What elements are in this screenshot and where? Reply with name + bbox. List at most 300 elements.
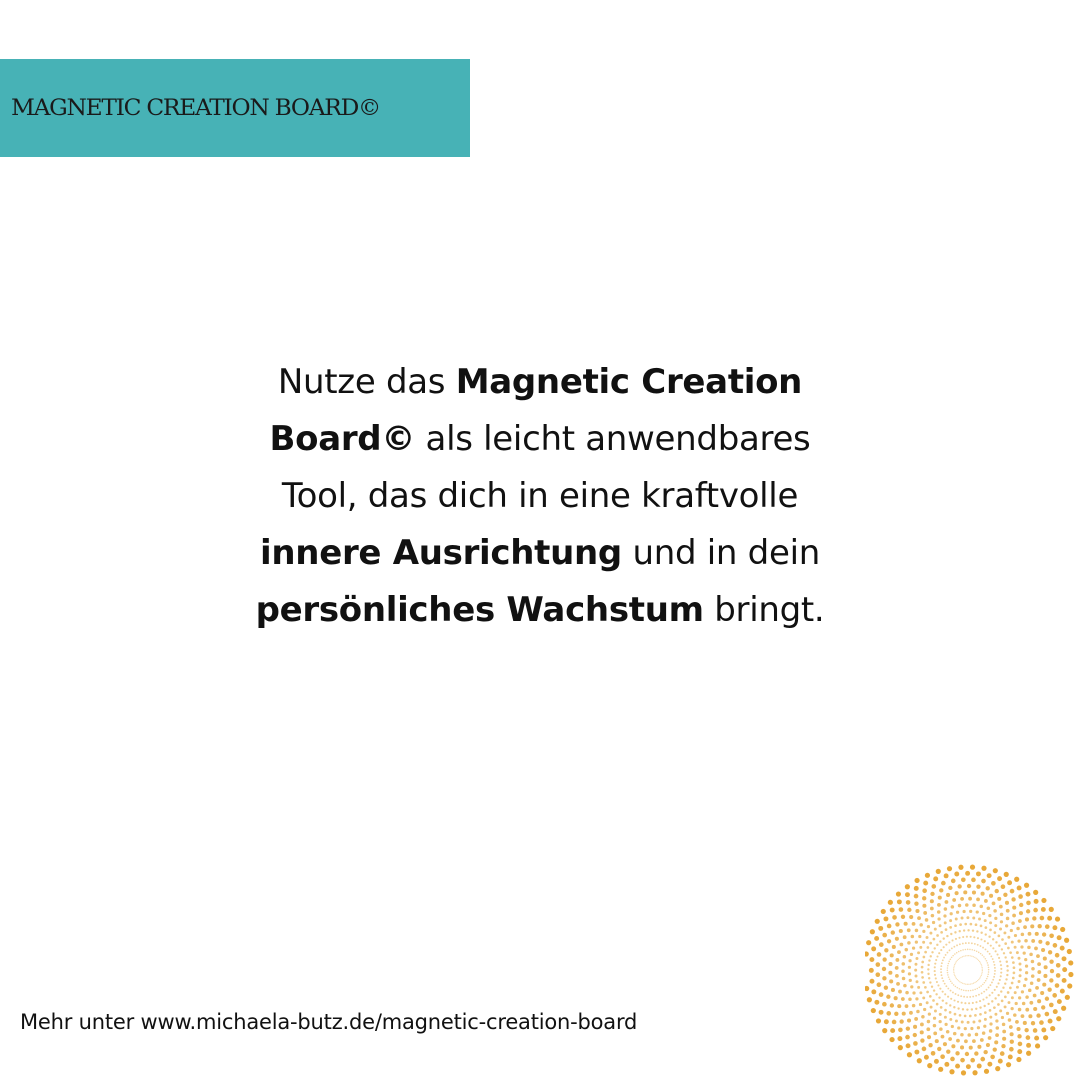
spiral-dot bbox=[945, 954, 947, 956]
spiral-dot bbox=[1028, 932, 1032, 936]
spiral-dot bbox=[1033, 890, 1038, 895]
spiral-dot bbox=[980, 945, 982, 947]
spiral-dot bbox=[957, 1007, 959, 1009]
spiral-dot bbox=[980, 962, 981, 963]
spiral-dot bbox=[912, 991, 915, 994]
spiral-dot bbox=[895, 937, 899, 941]
spiral-dot bbox=[948, 961, 950, 963]
spiral-dot bbox=[922, 1047, 927, 1052]
spiral-dot bbox=[959, 958, 960, 959]
spiral-dot bbox=[1029, 1001, 1033, 1005]
spiral-dot bbox=[1038, 924, 1042, 928]
spiral-dot bbox=[891, 930, 895, 934]
spiral-dot bbox=[941, 1035, 945, 1039]
main-message bbox=[200, 354, 880, 639]
spiral-dot bbox=[948, 976, 950, 978]
spiral-dot bbox=[967, 1033, 971, 1037]
spiral-dot bbox=[902, 962, 906, 966]
spiral-dot bbox=[967, 929, 969, 931]
spiral-dot bbox=[1026, 892, 1031, 897]
spiral-dot bbox=[970, 990, 972, 992]
spiral-dot bbox=[1006, 961, 1008, 963]
spiral-dot bbox=[1041, 1028, 1046, 1033]
spiral-dot bbox=[976, 981, 977, 982]
spiral-dot bbox=[967, 984, 968, 985]
spiral-dot bbox=[879, 942, 884, 947]
spiral-dot bbox=[998, 1059, 1003, 1064]
spiral-dot bbox=[909, 915, 913, 919]
spiral-dot bbox=[927, 1035, 931, 1039]
spiral-dot bbox=[1001, 1044, 1005, 1048]
spiral-dot bbox=[953, 1032, 957, 1036]
spiral-dot bbox=[986, 989, 988, 991]
spiral-dot bbox=[1019, 963, 1022, 966]
spiral-dot bbox=[979, 961, 980, 962]
spiral-dot bbox=[897, 1036, 902, 1041]
spiral-dot bbox=[897, 899, 902, 904]
spiral-dot bbox=[932, 921, 935, 924]
spiral-dot bbox=[915, 909, 919, 913]
spiral-dot bbox=[954, 1013, 957, 1016]
spiral-dot bbox=[980, 1057, 985, 1062]
spiral-dot bbox=[939, 1013, 942, 1016]
spiral-dot bbox=[983, 1025, 986, 1028]
spiral-dot bbox=[1065, 995, 1070, 1000]
spiral-dot bbox=[907, 928, 911, 932]
spiral-dot bbox=[927, 1020, 931, 1024]
spiral-dot bbox=[965, 984, 966, 985]
spiral-dot bbox=[968, 955, 969, 956]
spiral-dot bbox=[909, 1011, 913, 1015]
spiral-dot bbox=[982, 968, 983, 969]
spiral-dot bbox=[981, 992, 983, 994]
spiral-dot bbox=[889, 1037, 894, 1042]
spiral-dot bbox=[924, 986, 927, 989]
spiral-dot bbox=[949, 1011, 952, 1014]
spiral-dot bbox=[999, 905, 1003, 909]
spiral-dot bbox=[1056, 963, 1061, 968]
spiral-dot bbox=[1013, 966, 1016, 969]
spiral-dot bbox=[987, 1062, 992, 1067]
spiral-dot bbox=[1044, 965, 1048, 969]
spiral-dot bbox=[907, 941, 911, 945]
spiral-dot bbox=[994, 973, 996, 975]
spiral-dot bbox=[1045, 1012, 1050, 1017]
spiral-dot bbox=[992, 901, 996, 905]
spiral-dot bbox=[933, 938, 936, 941]
spiral-dot bbox=[1053, 1009, 1058, 1014]
spiral-dot bbox=[988, 967, 990, 969]
spiral-dot bbox=[869, 957, 874, 962]
spiral-dot bbox=[1020, 945, 1023, 948]
spiral-dot bbox=[928, 977, 930, 979]
spiral-dot bbox=[982, 947, 984, 949]
spiral-dot bbox=[957, 960, 958, 961]
spiral-dot bbox=[985, 980, 987, 982]
spiral-dot bbox=[970, 983, 971, 984]
spiral-dot bbox=[1010, 929, 1013, 932]
spiral-dot bbox=[942, 980, 944, 982]
spiral-dot bbox=[1041, 948, 1045, 952]
spiral-dot bbox=[984, 1011, 987, 1014]
spiral-dot bbox=[1026, 1035, 1031, 1040]
message-text: Nutze das bbox=[277, 362, 456, 402]
spiral-dot bbox=[1024, 978, 1027, 981]
spiral-dot bbox=[1034, 1036, 1039, 1041]
spiral-dot bbox=[1033, 1028, 1038, 1033]
spiral-dot bbox=[886, 995, 890, 999]
spiral-dot bbox=[971, 949, 973, 951]
spiral-dot bbox=[916, 980, 919, 983]
spiral-dot bbox=[924, 1055, 929, 1060]
spiral-dot bbox=[951, 1044, 955, 1048]
spiral-dot bbox=[936, 944, 938, 946]
spiral-dot bbox=[922, 888, 927, 893]
message-line-5 bbox=[200, 582, 880, 639]
spiral-dot bbox=[994, 964, 996, 966]
spiral-dot bbox=[927, 968, 929, 970]
spiral-dot bbox=[914, 878, 919, 883]
spiral-dot bbox=[983, 956, 985, 958]
spiral-dot bbox=[1018, 957, 1021, 960]
spiral-dot bbox=[972, 891, 976, 895]
spiral-dot bbox=[1026, 1043, 1031, 1048]
spiral-dot bbox=[946, 1030, 950, 1034]
spiral-dot bbox=[975, 1033, 979, 1037]
spiral-dot bbox=[976, 897, 980, 901]
spiral-dot bbox=[984, 982, 986, 984]
spiral-dot bbox=[948, 886, 952, 890]
spiral-dot bbox=[977, 980, 978, 981]
spiral-dot bbox=[955, 986, 957, 988]
spiral-dot bbox=[921, 961, 924, 964]
spiral-dot bbox=[1031, 1021, 1035, 1025]
spiral-dot bbox=[1015, 1020, 1019, 1024]
spiral-dot bbox=[939, 888, 943, 892]
spiral-dot bbox=[1041, 907, 1046, 912]
spiral-dot bbox=[1034, 947, 1038, 951]
spiral-dot bbox=[1045, 924, 1050, 929]
spiral-dot bbox=[925, 873, 930, 878]
spiral-dot bbox=[1037, 970, 1041, 974]
spiral-dot bbox=[981, 965, 982, 966]
spiral-dot bbox=[1067, 949, 1072, 954]
spiral-dot bbox=[1016, 986, 1019, 989]
spiral-dot bbox=[964, 983, 965, 984]
spiral-dot bbox=[882, 933, 887, 938]
spiral-dot bbox=[992, 958, 994, 960]
spiral-dot bbox=[967, 949, 969, 951]
spiral-dot bbox=[1050, 969, 1054, 973]
spiral-dot bbox=[1028, 1014, 1032, 1018]
spiral-dot bbox=[947, 965, 949, 967]
spiral-dot bbox=[934, 970, 936, 972]
spiral-dot bbox=[958, 951, 960, 953]
spiral-dot bbox=[966, 1064, 971, 1069]
spiral-dot bbox=[910, 985, 913, 988]
spiral-dot bbox=[954, 953, 956, 955]
spiral-dot bbox=[899, 943, 903, 947]
spiral-dot bbox=[1009, 951, 1012, 954]
spiral-dot bbox=[879, 1010, 884, 1015]
spiral-dot bbox=[993, 1047, 997, 1051]
spiral-dot bbox=[979, 1013, 982, 1016]
spiral-dot bbox=[982, 984, 984, 986]
spiral-dot bbox=[1011, 996, 1014, 999]
spiral-dot bbox=[890, 953, 894, 957]
spiral-dot bbox=[966, 936, 968, 938]
spiral-dot bbox=[1039, 1020, 1044, 1025]
spiral-dot bbox=[943, 937, 945, 939]
spiral-dot bbox=[959, 1014, 962, 1017]
spiral-dot bbox=[921, 976, 924, 979]
spiral-dot bbox=[1042, 983, 1046, 987]
spiral-dot bbox=[1009, 1047, 1014, 1052]
spiral-dot bbox=[901, 997, 905, 1001]
message-bold: persönliches Wachstum bbox=[255, 590, 704, 630]
spiral-dot bbox=[1016, 927, 1020, 931]
spiral-dot bbox=[989, 1029, 993, 1033]
spiral-dot bbox=[979, 978, 980, 979]
spiral-dot bbox=[871, 946, 876, 951]
spiral-dot bbox=[1016, 1057, 1021, 1062]
spiral-dot bbox=[970, 936, 972, 938]
spiral-dot bbox=[1000, 975, 1002, 977]
spiral-dot bbox=[999, 960, 1001, 962]
spiral-dot bbox=[965, 871, 970, 876]
spiral-dot bbox=[989, 1016, 992, 1019]
spiral-dot bbox=[940, 1006, 943, 1009]
spiral-dot bbox=[1011, 956, 1014, 959]
spiral-dot bbox=[929, 932, 932, 935]
spiral-dot bbox=[956, 952, 958, 954]
spiral-dot bbox=[899, 907, 904, 912]
spiral-dot bbox=[962, 910, 965, 913]
spiral-dot bbox=[965, 990, 967, 992]
spiral-dot bbox=[942, 991, 944, 993]
spiral-dot bbox=[959, 923, 962, 926]
spiral-dot bbox=[1032, 916, 1036, 920]
spiral-dot bbox=[951, 879, 956, 884]
spiral-dot bbox=[1012, 906, 1016, 910]
spiral-dot bbox=[892, 1020, 897, 1025]
spiral-dot bbox=[915, 963, 918, 966]
spiral-dot bbox=[982, 1031, 986, 1035]
spiral-dot bbox=[984, 1018, 987, 1021]
spiral-dot bbox=[987, 964, 989, 966]
spiral-dot bbox=[986, 978, 988, 980]
spiral-dot bbox=[889, 979, 893, 983]
spiral-dot bbox=[988, 1036, 992, 1040]
spiral-dot bbox=[933, 1031, 937, 1035]
spiral-dot bbox=[980, 1038, 984, 1042]
spiral-dot bbox=[974, 989, 976, 991]
spiral-dot bbox=[1041, 898, 1046, 903]
spiral-dot bbox=[971, 942, 973, 944]
spiral-dot bbox=[1017, 885, 1022, 890]
spiral-dot bbox=[937, 917, 940, 920]
spiral-dot bbox=[952, 898, 956, 902]
spiral-dot bbox=[1018, 894, 1023, 899]
spiral-dot bbox=[937, 903, 941, 907]
spiral-dot bbox=[939, 940, 941, 942]
spiral-dot bbox=[989, 984, 991, 986]
spiral-dot bbox=[967, 1021, 970, 1024]
spiral-dot bbox=[1025, 971, 1028, 974]
spiral-dot bbox=[902, 977, 906, 981]
spiral-dot bbox=[899, 929, 903, 933]
spiral-dot bbox=[1001, 938, 1004, 941]
spiral-dot bbox=[1028, 989, 1032, 993]
spiral-dot bbox=[1011, 982, 1014, 985]
spiral-dot bbox=[984, 919, 987, 922]
spiral-dot bbox=[928, 959, 930, 961]
spiral-dot bbox=[962, 949, 964, 951]
spiral-dot bbox=[995, 1033, 999, 1037]
spiral-dot bbox=[956, 1039, 960, 1043]
spiral-dot bbox=[976, 871, 981, 876]
spiral-dot bbox=[944, 1023, 947, 1026]
spiral-dot bbox=[981, 879, 986, 884]
spiral-dot bbox=[959, 981, 960, 982]
spiral-dot bbox=[963, 956, 964, 957]
spiral-dot bbox=[969, 1015, 972, 1018]
spiral-dot bbox=[1026, 1051, 1031, 1056]
spiral-dot bbox=[929, 981, 931, 983]
spiral-dot bbox=[895, 958, 899, 962]
spiral-dot bbox=[934, 947, 936, 949]
spiral-dot bbox=[1003, 931, 1006, 934]
spiral-dot bbox=[898, 1028, 903, 1033]
spiral-dot bbox=[998, 935, 1001, 938]
spiral-dot bbox=[947, 996, 949, 998]
spiral-dot bbox=[890, 1003, 894, 1007]
spiral-dot bbox=[997, 1003, 1000, 1006]
spiral-dot bbox=[983, 1005, 985, 1007]
spiral-dot bbox=[967, 884, 971, 888]
spiral-dot bbox=[1000, 968, 1002, 970]
spiral-dot bbox=[1021, 1014, 1025, 1018]
spiral-dot bbox=[994, 1013, 997, 1016]
spiral-dot bbox=[926, 1027, 930, 1031]
spiral-dot bbox=[974, 943, 976, 945]
spiral-dot bbox=[955, 1051, 959, 1055]
spiral-dot bbox=[865, 951, 869, 956]
spiral-dot bbox=[1061, 1006, 1066, 1011]
spiral-dot bbox=[994, 997, 996, 999]
spiral-dot bbox=[902, 1012, 906, 1016]
spiral-dot bbox=[877, 952, 882, 957]
spiral-dot bbox=[1007, 947, 1010, 950]
spiral-dot bbox=[920, 1038, 924, 1042]
spiral-dot bbox=[965, 949, 967, 951]
spiral-dot bbox=[963, 989, 965, 991]
spiral-dot bbox=[1014, 877, 1019, 882]
spiral-dot bbox=[1004, 1005, 1007, 1008]
spiral-dot bbox=[884, 985, 888, 989]
spiral-dot bbox=[884, 1019, 889, 1024]
spiral-dot bbox=[943, 1042, 947, 1046]
spiral-dot bbox=[921, 971, 924, 974]
spiral-dot bbox=[1060, 946, 1065, 951]
spiral-dot bbox=[888, 900, 893, 905]
spiral-dot bbox=[940, 1054, 945, 1059]
spiral-dot bbox=[917, 986, 920, 989]
spiral-dot bbox=[988, 969, 990, 971]
spiral-dot bbox=[987, 951, 989, 953]
spiral-dot bbox=[989, 994, 991, 996]
spiral-dot bbox=[911, 935, 915, 939]
spiral-dot bbox=[1031, 939, 1035, 943]
spiral-dot bbox=[918, 935, 921, 938]
spiral-dot bbox=[956, 911, 959, 914]
spiral-dot bbox=[934, 966, 936, 968]
spiral-dot bbox=[1040, 916, 1045, 921]
spiral-dot bbox=[933, 876, 938, 881]
spiral-dot bbox=[999, 1009, 1002, 1012]
spiral-dot bbox=[990, 1055, 995, 1060]
spiral-dot bbox=[1001, 884, 1006, 889]
spiral-dot bbox=[931, 884, 936, 889]
spiral-dot bbox=[915, 929, 919, 933]
spiral-dot bbox=[980, 985, 982, 987]
spiral-dot bbox=[944, 1062, 949, 1067]
spiral-dot bbox=[970, 923, 973, 926]
spiral-dot bbox=[964, 923, 967, 926]
spiral-dot bbox=[905, 1004, 909, 1008]
spiral-dot bbox=[990, 955, 992, 957]
header-banner bbox=[0, 59, 470, 157]
spiral-dot bbox=[870, 929, 875, 934]
spiral-dot bbox=[941, 977, 943, 979]
spiral-dot bbox=[965, 955, 966, 956]
spiral-dot bbox=[956, 961, 957, 962]
spiral-dot bbox=[975, 1008, 977, 1010]
spiral-dot bbox=[917, 916, 921, 920]
footer-link-text: Mehr unter www.michaela-butz.de/magnetic-creation-board bbox=[20, 1010, 638, 1034]
spiral-dot bbox=[1017, 939, 1020, 942]
spiral-dot bbox=[914, 901, 918, 905]
spiral-dot bbox=[1013, 1013, 1017, 1017]
spiral-dot bbox=[1050, 1026, 1055, 1031]
spiral-dot bbox=[1049, 933, 1054, 938]
spiral-dot bbox=[908, 998, 912, 1002]
spiral-dot bbox=[903, 984, 907, 988]
spiral-dot bbox=[1060, 927, 1065, 932]
spiral-dot bbox=[895, 966, 899, 970]
spiral-dot bbox=[995, 1019, 998, 1022]
spiral-dot bbox=[1031, 967, 1035, 971]
spiral-dot bbox=[947, 974, 949, 976]
spiral-dot bbox=[1005, 924, 1008, 927]
spiral-dot bbox=[961, 1021, 964, 1024]
spiral-dot bbox=[919, 991, 922, 994]
spiral-dot bbox=[947, 988, 949, 990]
spiral-dot bbox=[1005, 978, 1007, 980]
spiral-dot bbox=[1060, 989, 1065, 994]
spiral-dot bbox=[953, 1006, 955, 1008]
spiral-dot bbox=[1057, 999, 1062, 1004]
spiral-dot bbox=[1004, 942, 1007, 945]
spiral-dot bbox=[1006, 965, 1008, 967]
spiral-dot bbox=[989, 1009, 992, 1012]
spiral-dot bbox=[995, 941, 997, 943]
spiral-dot bbox=[934, 963, 936, 965]
spiral-dot bbox=[1024, 1028, 1028, 1032]
spiral-dot bbox=[1011, 1007, 1014, 1010]
spiral-dot bbox=[1024, 939, 1028, 943]
spiral-dot bbox=[957, 884, 961, 888]
